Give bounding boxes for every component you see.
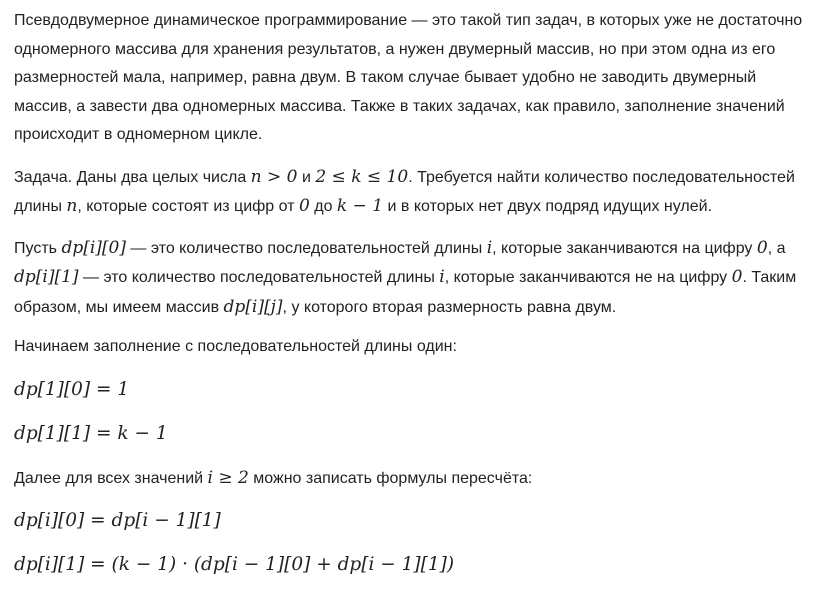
task-math-zero: 0 xyxy=(298,196,310,216)
define-math-i: i xyxy=(486,237,493,258)
define-text-3: , которые заканчиваются на цифру xyxy=(492,239,757,257)
define-math-dp-i-0: dp[i][0] xyxy=(61,237,126,258)
define-math-zero: 0 xyxy=(756,237,768,258)
task-text-2: и xyxy=(297,168,316,186)
define-math-dp-i-1: dp[i][1] xyxy=(14,267,79,287)
task-math-n: n xyxy=(66,196,78,216)
task-math-k-minus-1: k − 1 xyxy=(336,196,384,216)
define-math-zero-2: 0 xyxy=(731,267,743,287)
recurrence-intro-paragraph xyxy=(14,464,814,494)
task-text-3: . Требуется найти количество последовательностей длины xyxy=(14,168,795,215)
define-math-i-2: i xyxy=(439,267,445,287)
define-text-1: Пусть xyxy=(14,239,62,257)
define-math-dp-i-j: dp[i][j] xyxy=(223,296,283,317)
task-math-n-positive: n > 0 xyxy=(250,166,298,187)
task-text-4: , которые состоят из цифр от xyxy=(77,198,299,215)
define-text-8: , у которого вторая размерность равна двум. xyxy=(282,298,617,316)
article-content xyxy=(14,7,814,595)
further-math-i-ge-2: i ≥ 2 xyxy=(207,467,249,488)
task-text-6: и в которых нет двух подряд идущих нулей. xyxy=(383,198,713,215)
start-paragraph: Начинаем заполнение с последовательностей длины один: xyxy=(14,338,457,355)
define-text-4: , а xyxy=(767,239,786,257)
define-text-7: . Таким образом, мы имеем массив xyxy=(14,269,797,316)
task-math-k-range: 2 ≤ k ≤ 10 xyxy=(315,166,409,187)
task-text-5: до xyxy=(309,198,337,215)
further-text-1: Далее для всех значений xyxy=(14,469,208,487)
formula-recurrence-zero: dp[i][0] = dp[i − 1][1] xyxy=(14,510,221,531)
define-text-6: , которые заканчиваются не на цифру xyxy=(444,269,732,286)
intro-paragraph: Псевдодвумерное динамическое программирование — это такой тип задач, в которых уже не достаточно одномерного массива для хранения результатов, а нужен двумерный массив, но при этом одна из его размерностей мала, например, равна двум. В таком случае бывает удобно не заводить двумерный массив, а завести два одномерных массива. Также в таких задачах, как правило, заполнение значений происходит в одномерном цикле. xyxy=(14,12,803,143)
define-text-5: — это количество последовательностей длины xyxy=(78,269,440,286)
formula-recurrence-one: dp[i][1] = (k − 1) · (dp[i − 1][0] + dp[i − 1][1]) xyxy=(14,554,455,575)
formula-base-one: dp[1][1] = k − 1 xyxy=(14,422,168,444)
task-paragraph xyxy=(14,163,814,222)
formula-base-zero: dp[1][0] = 1 xyxy=(14,378,130,400)
further-text-2: можно записать формулы пересчёта: xyxy=(248,469,533,487)
task-text-1: Задача. Даны два целых числа xyxy=(14,168,251,186)
definition-paragraph xyxy=(14,234,814,323)
define-text-2: — это количество последовательностей длины xyxy=(125,239,487,257)
